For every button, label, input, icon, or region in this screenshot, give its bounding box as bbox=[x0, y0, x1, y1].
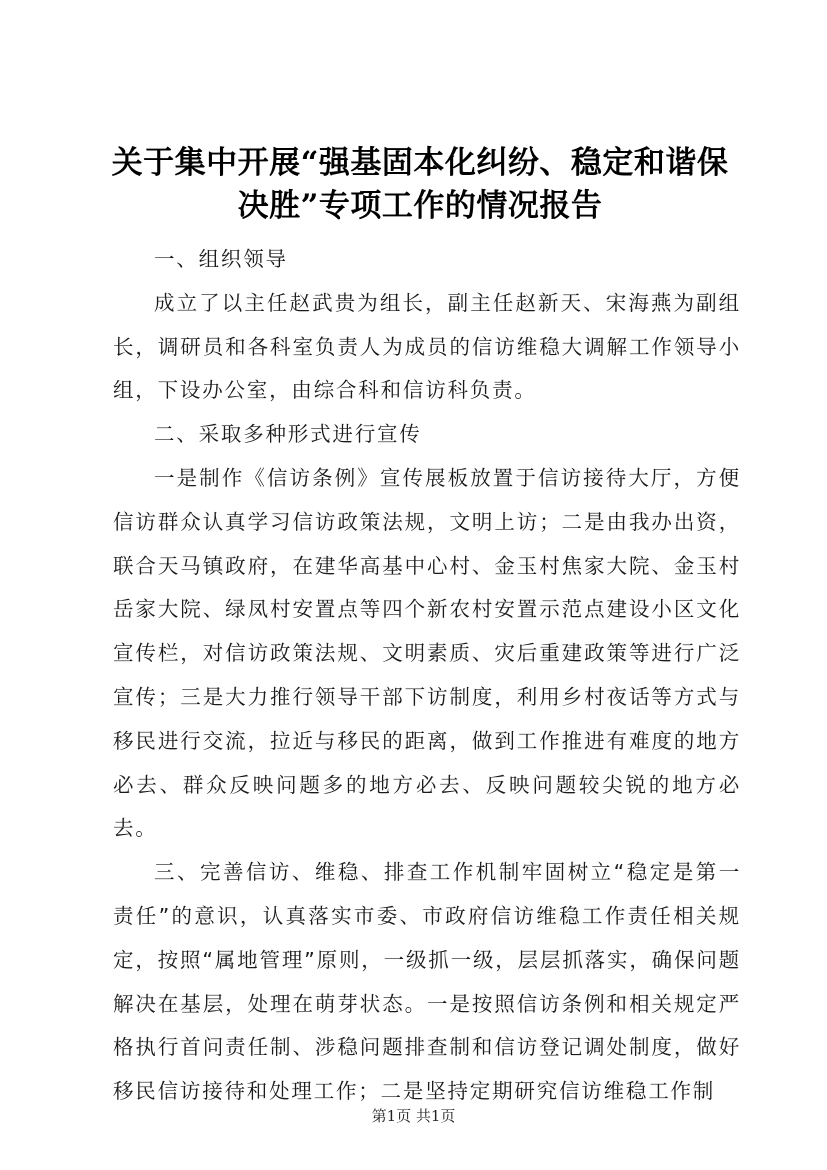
section-heading-publicity: 二、采取多种形式进行宣传 bbox=[154, 422, 422, 447]
page-footer: 第1页 共1页 bbox=[371, 1107, 456, 1125]
paragraph-publicity: 一是制作《信访条例》宣传展板放置于信访接待大厅，方便信访群众认真学习信访政策法规，文明上访；二是由我办出资，联合天马镇政府，在建华高基中心村、金玉村焦家大院、金玉村岳家大院、绿凤村安置点等四个新农村安置示范点建设小区文化宣传栏，对信访政策法规、文明素质、灾后重建政策等进行广泛宣传；三是大力推行领导干部下访制度，利用乡村夜话等方式与移民进行交流，拉近与移民的距离，做到工作推进有难度的地方必去、群众反映问题多的地方必去、反映问题较尖锐的地方必去。 bbox=[113, 465, 741, 841]
document-title: 关于集中开展“强基固本化纠纷、稳定和谐保决胜”专项工作的情况报告 bbox=[111, 145, 729, 224]
section-heading-organization: 一、组织领导 bbox=[154, 247, 288, 271]
paragraph-mechanism: 三、完善信访、维稳、排查工作机制牢固树立“稳定是第一责任”的意识，认真落实市委、市政府信访维稳工作责任相关规定，按照“属地管理”原则，一级抓一级，层层抓落实，确保问题解决在基层，处理在萌芽状态。一是按照信访条例和相关规定严格执行首问责任制、涉稳问题排查制和信访登记调处制度，做好移民信访接待和处理工作；二是坚持定期研究信访维稳工作制 bbox=[113, 860, 741, 1104]
paragraph-organization: 成立了以主任赵武贵为组长，副主任赵新天、宋海燕为副组长，调研员和各科室负责人为成员的信访维稳大调解工作领导小组，下设办公室，由综合科和信访科负责。 bbox=[113, 290, 741, 403]
document-body bbox=[113, 238, 741, 1114]
